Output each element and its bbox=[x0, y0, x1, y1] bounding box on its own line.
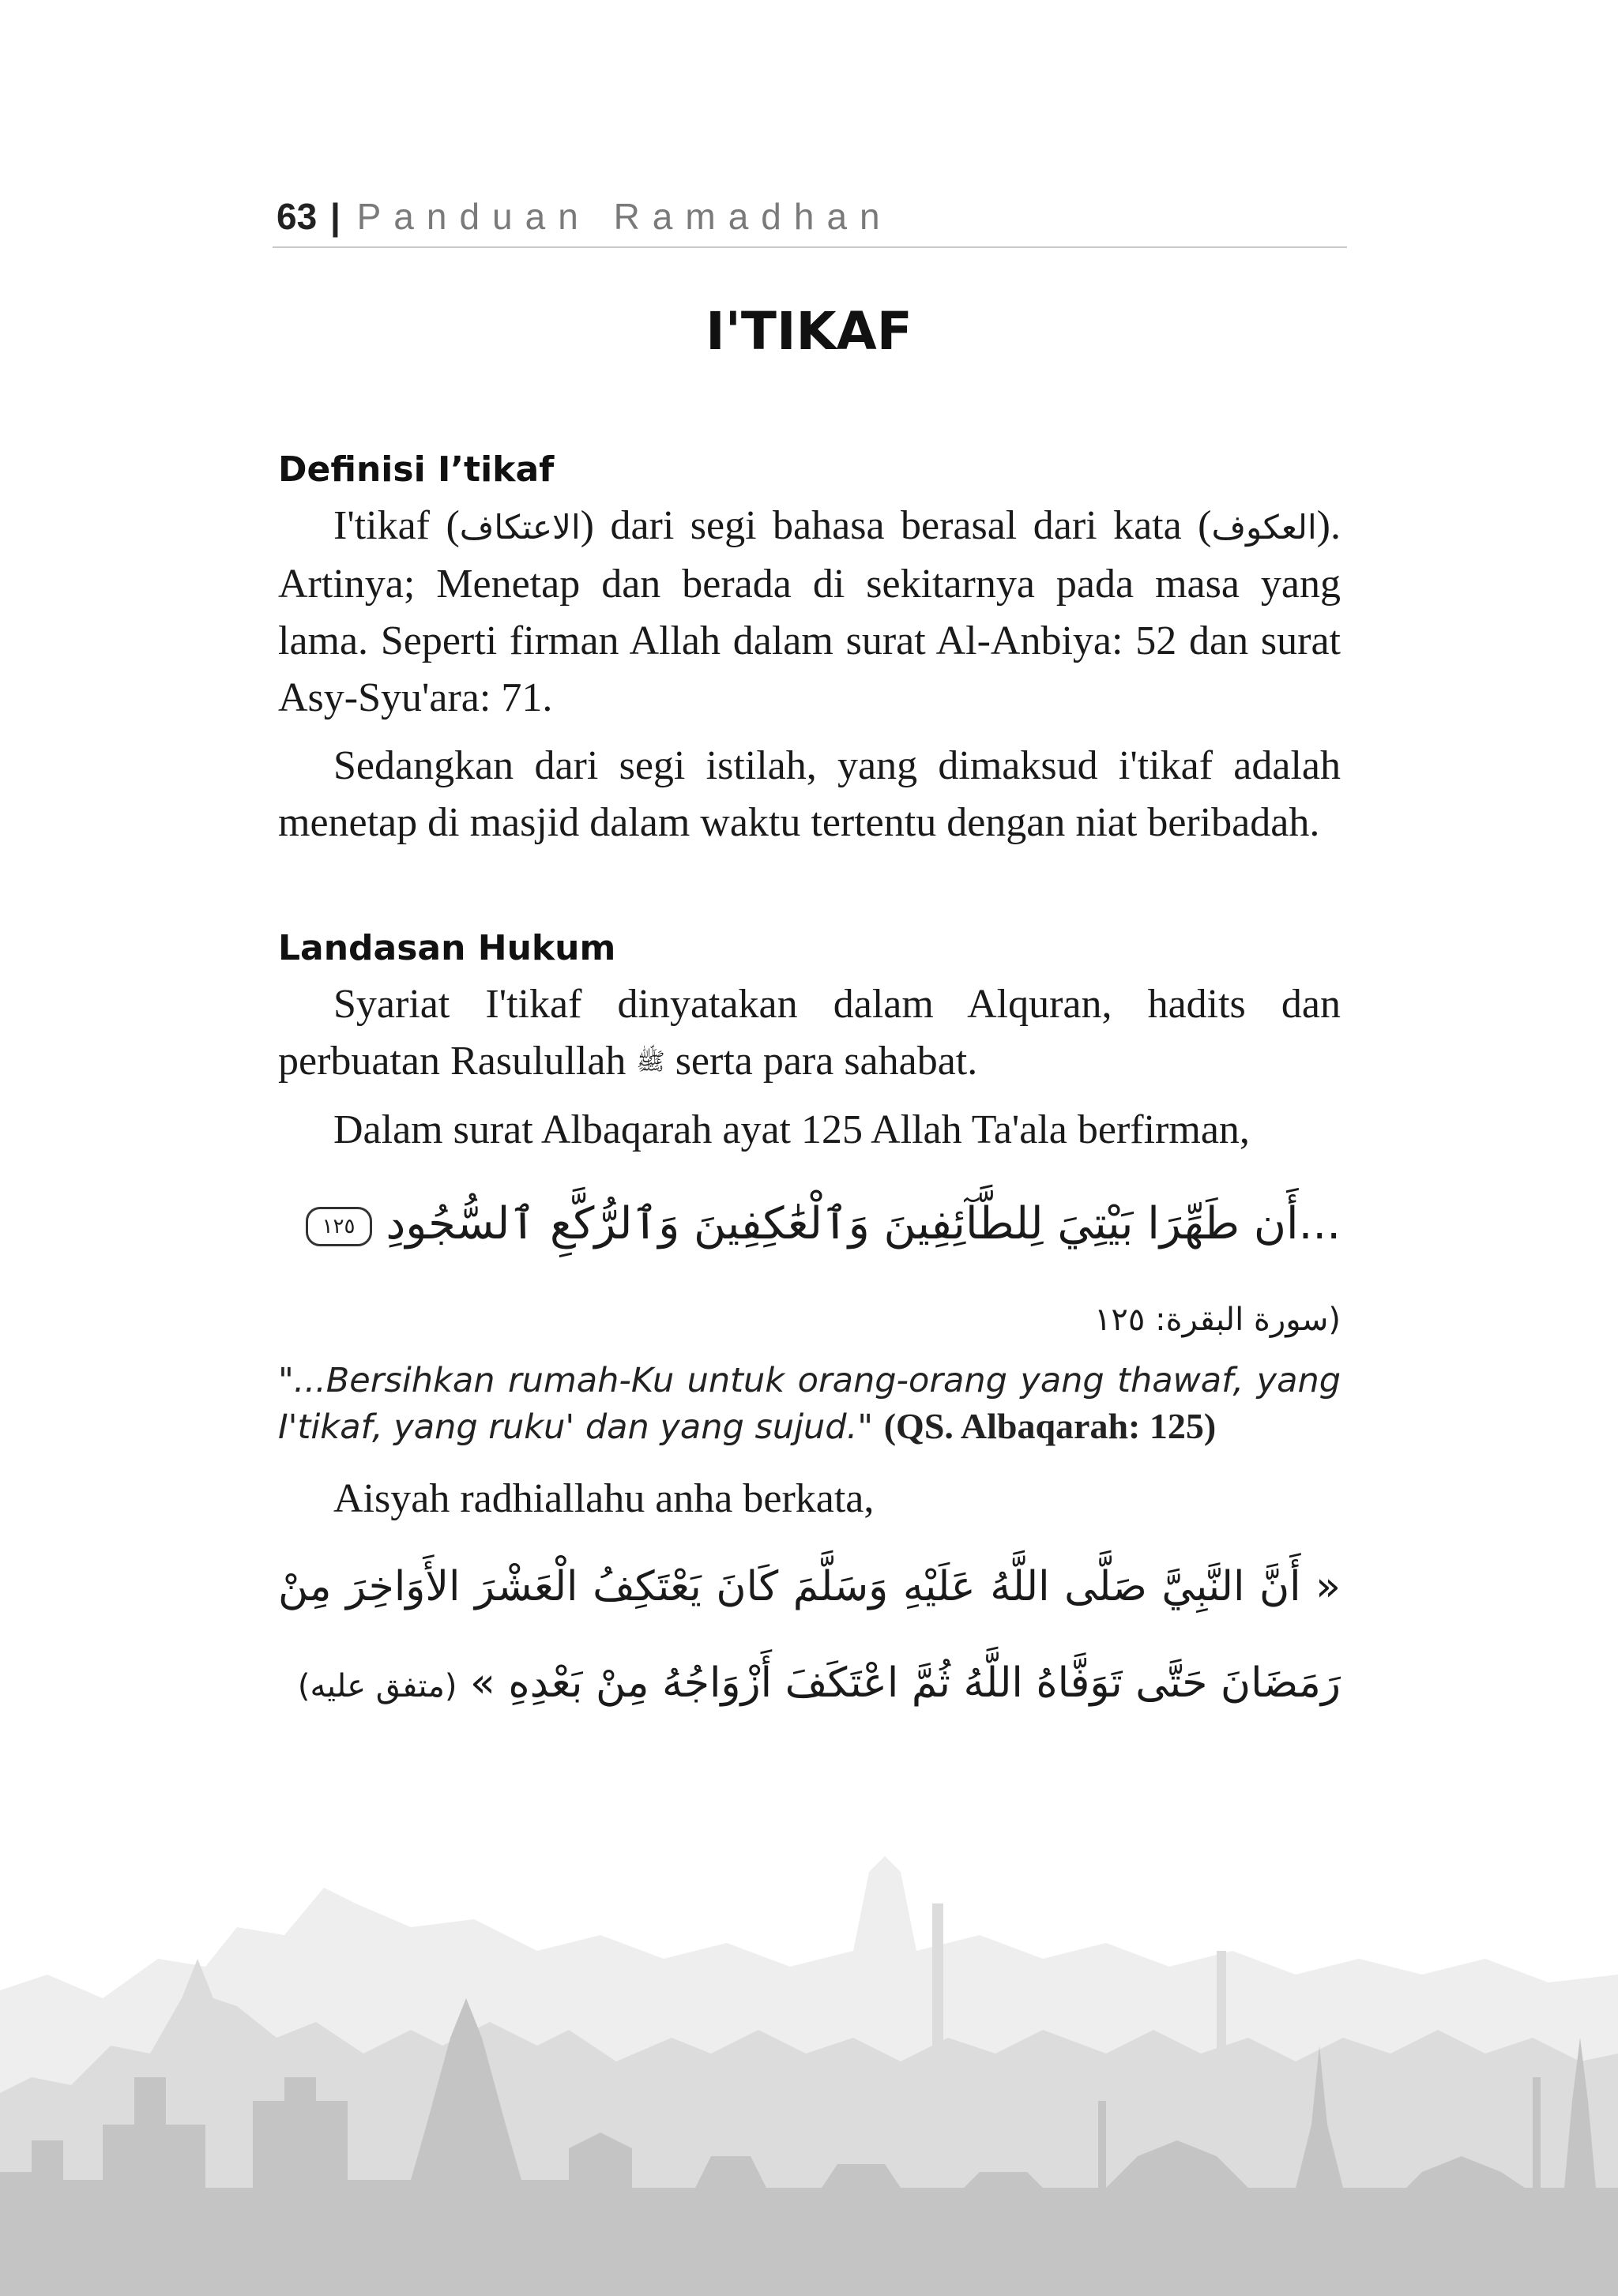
verse-translation bbox=[278, 1358, 1341, 1450]
city-skyline-illustration bbox=[0, 1840, 1618, 2296]
hadith-body: « أَنَّ النَّبِيَّ صَلَّى اللَّهُ عَلَيْهِ وَسَلَّمَ كَانَ يَعْتَكِفُ الْعَشْرَ الأَوَاخِرَ مِنْ رَمَضَانَ حَتَّى تَوَفَّاهُ اللَّهُ ثُمَّ اعْتَكَفَ أَزْوَاجُهُ مِنْ بَعْدِهِ » bbox=[278, 1563, 1341, 1707]
arabic-term-ukuf: العكوف bbox=[1211, 508, 1317, 547]
text-run: ) dari segi bahasa berasal dari kata ( bbox=[580, 503, 1212, 548]
translation-text: "...Bersihkan rumah-Ku untuk orang-orang yang thawaf, yang I'tikaf, yang ruku' dan yang sujud." bbox=[278, 1361, 1341, 1447]
arabic-term-itikaf: الاعتكاف bbox=[459, 508, 581, 547]
text-run: I'tikaf ( bbox=[333, 503, 460, 548]
text-run: serta para sahabat. bbox=[664, 1039, 978, 1084]
section-heading-definisi: Definisi I’tikaf bbox=[278, 449, 555, 490]
running-title: Panduan Ramadhan bbox=[356, 196, 893, 237]
paragraph-aisyah: Aisyah radhiallahu anha berkata, bbox=[333, 1476, 875, 1521]
text-run: ). Artinya; Menetap dan berada di sekitarnya pada masa yang lama. Seperti firman Allah dalam surat Al-Anbiya: 52 dan surat Asy-Syu'ara: 71. bbox=[278, 503, 1341, 720]
quran-verse bbox=[278, 1181, 1341, 1268]
chapter-title: I'TIKAF bbox=[706, 301, 912, 362]
hadith-source: (متفق عليه) bbox=[297, 1668, 457, 1704]
salawat-glyph: ﷺ bbox=[636, 1048, 665, 1076]
page-number: 63 bbox=[277, 196, 318, 237]
page-header bbox=[277, 193, 1347, 240]
hadith-text bbox=[278, 1539, 1341, 1734]
paragraph-albaqarah-intro: Dalam surat Albaqarah ayat 125 Allah Ta'ala berfirman, bbox=[333, 1107, 1250, 1152]
verse-source: (سورة البقرة: ١٢٥ bbox=[1093, 1302, 1341, 1338]
section-heading-landasan: Landasan Hukum bbox=[278, 928, 616, 968]
paragraph-syariat bbox=[278, 976, 1341, 1091]
header-divider bbox=[273, 246, 1347, 248]
verse-text: ...أَن طَهِّرَا بَيْتِيَ لِلطَّآئِفِينَ وَٱلْعَٰكِفِينَ وَٱلرُّكَّعِ ٱلسُّجُودِ bbox=[386, 1198, 1341, 1249]
ayah-number-marker: ١٢٥ bbox=[306, 1207, 372, 1246]
text-run: Syariat I'tikaf dinyatakan dalam Alquran, hadits dan perbuatan Rasulullah bbox=[278, 982, 1341, 1084]
header-separator: | bbox=[329, 196, 341, 237]
page-content bbox=[278, 442, 1341, 1734]
translation-reference: (QS. Albaqarah: 125) bbox=[883, 1406, 1217, 1446]
paragraph-definisi-bahasa bbox=[278, 498, 1341, 727]
paragraph-definisi-istilah: Sedangkan dari segi istilah, yang dimaksud i'tikaf adalah menetap di masjid dalam waktu tertentu dengan niat beribadah. bbox=[278, 743, 1341, 845]
